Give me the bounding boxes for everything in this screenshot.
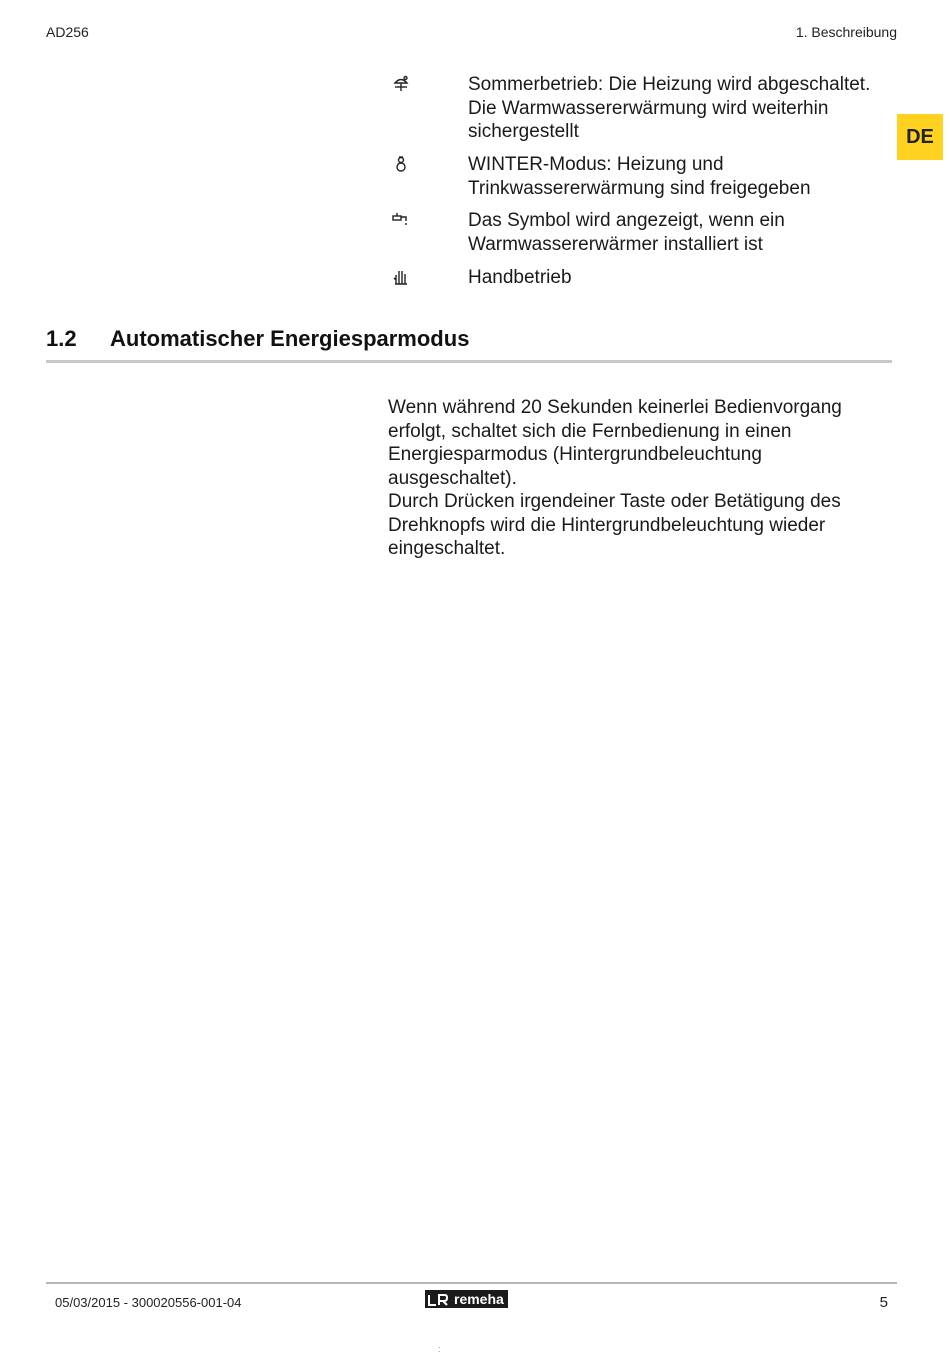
language-tab-label: DE <box>906 125 934 148</box>
symbol-description: Handbetrieb <box>468 267 572 288</box>
section-divider <box>46 360 892 363</box>
page-number: 5 <box>879 1294 888 1311</box>
section-heading <box>46 326 469 352</box>
body-paragraph: Wenn während 20 Sekunden keinerlei Bedienvorgang erfolgt, schaltet sich die Fernbedienung in einen Energiesparmodus (Hintergrundbeleuchtung ausgeschaltet). <box>388 397 842 489</box>
symbol-description: Das Symbol wird angezeigt, wenn ein Warmwassererwärmer installiert ist <box>468 210 785 255</box>
sun-umbrella-icon <box>392 75 410 93</box>
tap-icon <box>392 211 410 229</box>
chapter-heading: 1. Beschreibung <box>795 24 897 40</box>
body-paragraph: Durch Drücken irgendeiner Taste oder Betätigung des Drehknopfs wird die Hintergrundbeleuchtung wieder eingeschaltet. <box>388 491 841 559</box>
symbol-description: WINTER-Modus: Heizung und Trinkwassererwärmung sind freigegeben <box>468 154 811 199</box>
symbol-description: Sommerbetrieb: Die Heizung wird abgeschaltet. Die Warmwassererwärmung wird weiterhin sichergestellt <box>468 74 871 142</box>
language-tab <box>897 114 943 160</box>
snowman-icon <box>392 155 410 173</box>
page-mark: : <box>438 1344 441 1354</box>
remeha-logo <box>425 1290 508 1308</box>
section-number: 1.2 <box>46 326 77 351</box>
footer-date-reference: 05/03/2015 - 300020556-001-04 <box>55 1295 242 1310</box>
section-body <box>388 396 868 561</box>
hand-icon <box>392 268 410 286</box>
logo-mark-icon <box>428 1293 448 1305</box>
footer-divider <box>46 1282 897 1284</box>
logo-text: remeha <box>454 1291 504 1307</box>
section-title: Automatischer Energiesparmodus <box>110 326 470 351</box>
doc-code: AD256 <box>46 24 89 40</box>
